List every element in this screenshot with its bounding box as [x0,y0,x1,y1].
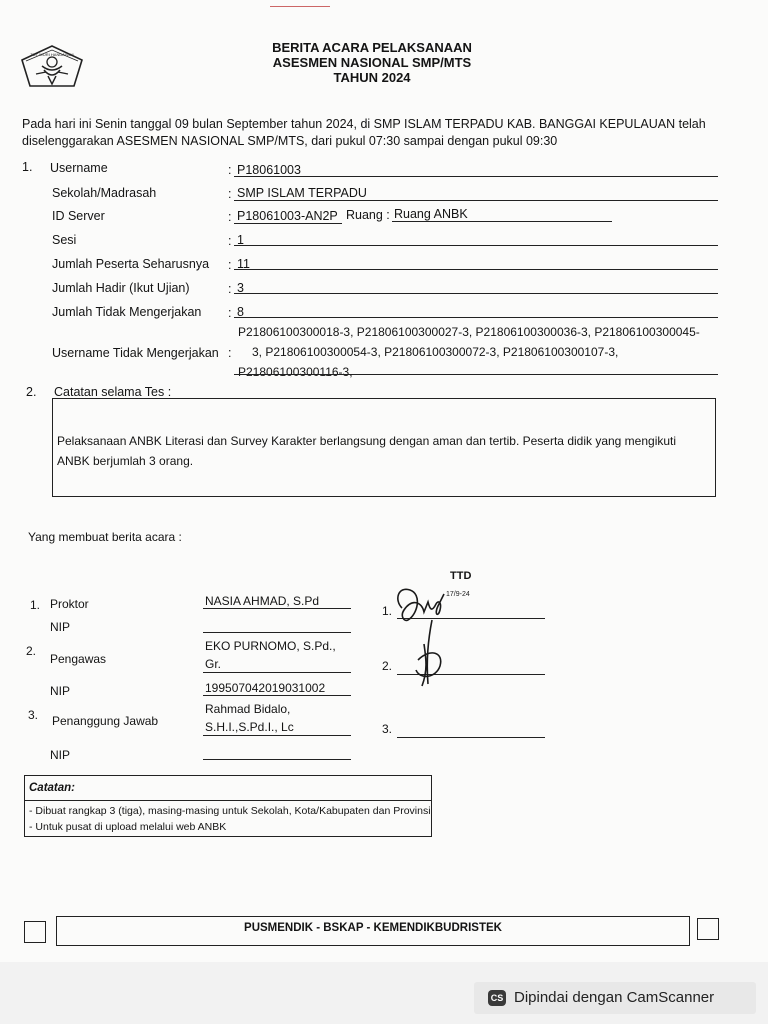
tidak-mengerjakan-value: 8 [237,305,244,319]
title-line-3: TAHUN 2024 [333,70,411,85]
scan-edge-line [270,6,330,7]
sesi-value: 1 [237,233,244,247]
underline [234,245,718,246]
pengawas-role: Pengawas [50,652,107,666]
camscanner-text: Dipindai dengan CamScanner [514,989,715,1006]
camscanner-icon: CS [488,990,506,1006]
proktor-nip-label: NIP [50,620,71,634]
peserta-seharusnya-value: 11 [237,257,250,271]
footer-left-box [24,921,46,943]
title-line-2: ASESMEN NASIONAL SMP/MTS [272,55,472,70]
pengawas-nip-value: 199507042019031002 [205,681,326,695]
underline [203,608,351,609]
tut-wuri-handayani-logo [16,40,88,96]
catatan-tes-label: Catatan selama Tes : [54,385,172,399]
underline [203,672,351,673]
catatan-tes-text [57,431,707,471]
underline [203,735,351,736]
underline [203,632,351,633]
sekolah-value: SMP ISLAM TERPADU [237,186,367,200]
signature-2 [400,640,460,690]
list-line: P21806100300018-3, P21806100300027-3, P21806100300036-3, P21806100300045- [238,325,700,339]
title-line-1: BERITA ACARA PELAKSANAAN [272,40,472,55]
pengawas-nip-label: NIP [50,684,71,698]
camscanner-watermark [474,982,756,1014]
username-tidak-mengerjakan-list [238,322,700,382]
username-label: Username [50,161,108,175]
underline [234,317,718,318]
footer-band [56,916,690,946]
colon: : [228,234,232,248]
underline [234,293,718,294]
colon: : [228,210,232,224]
underline [203,759,351,760]
colon: : [228,346,232,360]
proktor-name: NASIA AHMAD, S.Pd [205,594,320,608]
underline [234,374,718,375]
underline [234,176,718,177]
sign-2-number: 2. [382,659,393,673]
catatan-tes-box [52,398,716,497]
catatan-tes-line-1: Pelaksanaan ANBK Literasi dan Survey Karakter berlangsung dengan aman dan tertib. Peserta didik yang mengikuti [57,434,677,448]
ruang-value: Ruang ANBK [394,207,468,221]
svg-text:TUT WURI HANDAYANI: TUT WURI HANDAYANI [30,52,74,57]
underline [234,200,718,201]
signer-3-number: 3. [28,708,39,722]
divider [25,800,431,801]
footer-right-box [697,918,719,940]
proktor-role: Proktor [50,597,89,611]
catatan-title: Catatan: [29,782,76,794]
underline [234,223,342,224]
jumlah-hadir-label: Jumlah Hadir (Ikut Ujian) [52,281,190,295]
catatan-box [24,775,432,837]
catatan-item-1: - Dibuat rangkap 3 (tiga), masing-masing untuk Sekolah, Kota/Kabupaten dan Provinsi [29,805,431,817]
ttd-label: TTD [450,570,472,582]
svg-text:17/9-24: 17/9-24 [446,591,470,598]
ruang-label: Ruang : [346,208,390,222]
id-server-label: ID Server [52,209,105,223]
peserta-seharusnya-label: Jumlah Peserta Seharusnya [52,257,210,271]
signer-1-number: 1. [30,598,41,612]
id-server-value: P18061003-AN2P [237,209,338,223]
penanggung-jawab-role: Penanggung Jawab [52,714,159,728]
intro-line-1: Pada hari ini Senin tanggal 09 bulan September tahun 2024, di SMP ISLAM TERPADU KAB. BANGGAI KEPULAUAN telah [22,117,706,131]
signature-line [397,737,545,738]
username-tidak-mengerjakan-label: Username Tidak Mengerjakan [52,346,219,360]
colon: : [228,187,232,201]
intro-line-2: diselenggarakan ASESMEN NASIONAL SMP/MTS, dari pukul 07:30 sampai dengan pukul 09:30 [22,134,558,148]
underline [203,695,351,696]
sign-3-number: 3. [382,722,393,736]
colon: : [228,163,232,177]
catatan-item-2: - Untuk pusat di upload melalui web ANBK [29,821,227,833]
footer-text: PUSMENDIK - BSKAP - KEMENDIKBUDRISTEK [244,922,502,934]
sign-1-number: 1. [382,604,393,618]
penanggung-jawab-nip-label: NIP [50,748,71,762]
pengawas-name-line-1: EKO PURNOMO, S.Pd., [205,639,336,653]
sekolah-label: Sekolah/Madrasah [52,186,157,200]
colon: : [228,306,232,320]
signer-2-number: 2. [26,644,37,658]
section-1-number: 1. [22,160,33,174]
section-2-number: 2. [26,385,37,399]
penanggung-jawab-name-line-2: S.H.I.,S.Pd.I., Lc [205,720,294,734]
list-line: 3, P21806100300054-3, P21806100300072-3, P21806100300107-3, [252,345,619,359]
tidak-mengerjakan-label: Jumlah Tidak Mengerjakan [52,305,202,319]
username-value: P18061003 [237,163,301,177]
catatan-tes-line-2: ANBK berjumlah 3 orang. [57,454,194,468]
underline [234,269,718,270]
sesi-label: Sesi [52,233,77,247]
list-line: P21806100300116-3, [238,365,353,379]
signers-intro: Yang membuat berita acara : [28,530,182,544]
underline [392,221,612,222]
jumlah-hadir-value: 3 [237,281,244,295]
intro-paragraph [22,116,742,150]
colon: : [228,258,232,272]
document-title [200,40,544,85]
penanggung-jawab-name-line-1: Rahmad Bidalo, [205,702,291,716]
pengawas-name-line-2: Gr. [205,657,222,671]
colon: : [228,282,232,296]
